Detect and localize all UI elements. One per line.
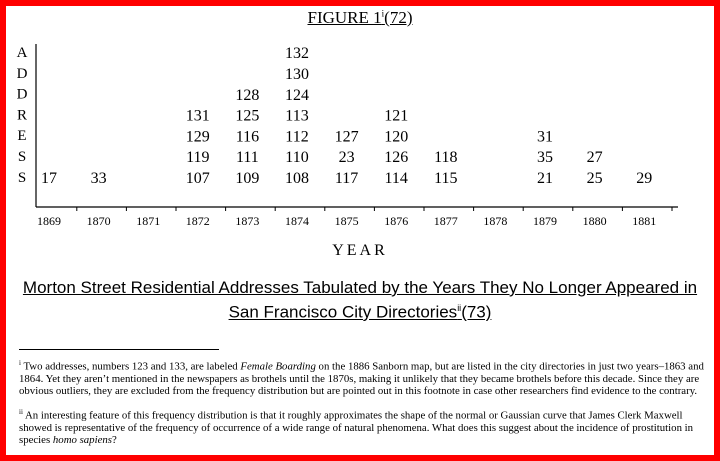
- address-axis-letter: D: [16, 86, 28, 103]
- footnote-2-text-a: An interesting feature of this frequency distribution is that it roughly approximates the shape of the normal or Gaussian curve that James Clerk Maxwell showed is representative of the frequency of occurrence of a wide range of natural phenomena. What does this suggest about the incidence of prostitution in species: [19, 409, 694, 447]
- address-value: 29: [636, 170, 653, 187]
- figure-title-reference: (72): [384, 8, 413, 27]
- address-value: 119: [186, 149, 210, 167]
- caption-reference: (73): [461, 302, 492, 322]
- address-value: 127: [334, 128, 359, 146]
- address-axis-label: [17, 45, 28, 186]
- address-value: 131: [185, 107, 210, 125]
- address-value: 109: [235, 170, 260, 187]
- x-axis-tick-label: 1875: [334, 214, 359, 228]
- footnote-2-marker: ii: [19, 408, 23, 416]
- address-value: 130: [285, 66, 309, 83]
- address-value: 113: [285, 107, 309, 125]
- address-value: 17: [41, 170, 57, 187]
- footnote-1-marker: i: [19, 359, 21, 367]
- figure-title-footnote-marker: i: [381, 8, 385, 19]
- address-value: 111: [235, 149, 259, 167]
- x-axis-label: YEAR: [332, 242, 388, 259]
- figure-title-text: FIGURE 1: [307, 8, 382, 27]
- address-axis-letter: S: [17, 169, 27, 186]
- address-value: 21: [537, 170, 553, 187]
- address-value: 117: [334, 170, 359, 187]
- x-axis-tick-label: 1880: [582, 214, 607, 228]
- address-axis-letter: R: [16, 107, 28, 124]
- address-axis-letter: S: [17, 149, 27, 165]
- x-axis-tick-label: 1872: [185, 214, 210, 228]
- address-value: 35: [537, 149, 553, 167]
- address-axis-letter: A: [16, 45, 28, 61]
- address-value: 108: [285, 170, 309, 187]
- x-axis-tick-label: 1879: [533, 214, 557, 228]
- address-value: 115: [434, 170, 458, 187]
- address-value: 132: [285, 45, 309, 63]
- footnote-2: [19, 406, 709, 447]
- page: [6, 6, 714, 455]
- x-axis-ticks: [37, 207, 672, 228]
- address-value: 31: [537, 128, 553, 146]
- x-axis-tick-label: 1877: [433, 214, 458, 228]
- caption-footnote-marker: ii: [457, 303, 462, 313]
- address-value: 124: [285, 86, 309, 104]
- address-value: 126: [384, 149, 409, 167]
- address-value: 121: [384, 107, 409, 125]
- address-value: 23: [338, 149, 355, 167]
- address-columns: [41, 45, 652, 187]
- footnote-1: [19, 357, 709, 398]
- x-axis-tick-label: 1870: [86, 214, 111, 228]
- chart-caption: [6, 278, 714, 323]
- frequency-chart: [6, 6, 714, 246]
- x-axis-tick-label: 1876: [384, 214, 409, 228]
- address-value: 129: [185, 128, 210, 146]
- address-value: 128: [235, 86, 260, 104]
- address-value: 116: [235, 128, 260, 146]
- address-axis-letter: E: [17, 128, 27, 145]
- caption-text: Morton Street Residential Addresses Tabulated by the Years They No Longer Appeared in San Francisco City Directories: [22, 278, 698, 322]
- footnote-1-text-a: Two addresses, numbers 123 and 133, are labeled: [20, 360, 241, 373]
- address-value: 125: [235, 107, 260, 125]
- address-value: 107: [185, 170, 210, 187]
- address-axis-letter: D: [16, 65, 28, 82]
- x-axis-tick-label: 1878: [483, 214, 508, 228]
- footnote-1-text-b: on the 1886 Sanborn map, but are listed in the city directories in just two years–1863 and 1864. Yet they aren’t mentioned in the newspapers as brothels until the 1870s, making it unlikely that they became brothels before this decade. Since they are obvious outliers, they are excluded from the frequency distribution but are pointed out in this footnote in case other researchers find evidence to the contrary.: [19, 360, 704, 398]
- address-value: 112: [285, 128, 309, 146]
- x-axis-tick-label: 1881: [632, 214, 657, 228]
- x-axis-tick-label: 1873: [235, 214, 260, 228]
- x-axis-tick-label: 1869: [37, 214, 61, 228]
- x-axis-tick-label: 1871: [136, 214, 161, 228]
- footnote-divider: [19, 349, 219, 350]
- address-value: 27: [586, 149, 603, 167]
- x-axis-tick-label: 1874: [285, 214, 309, 228]
- address-value: 114: [384, 170, 408, 187]
- address-value: 120: [384, 128, 409, 146]
- footnote-2-italic: homo sapiens: [52, 434, 112, 447]
- footnote-2-text-b: ?: [111, 434, 117, 447]
- address-value: 33: [90, 170, 107, 187]
- address-value: 25: [586, 170, 603, 187]
- address-value: 118: [434, 149, 458, 167]
- address-value: 110: [285, 149, 309, 167]
- footnote-1-italic: Female Boarding: [240, 360, 316, 373]
